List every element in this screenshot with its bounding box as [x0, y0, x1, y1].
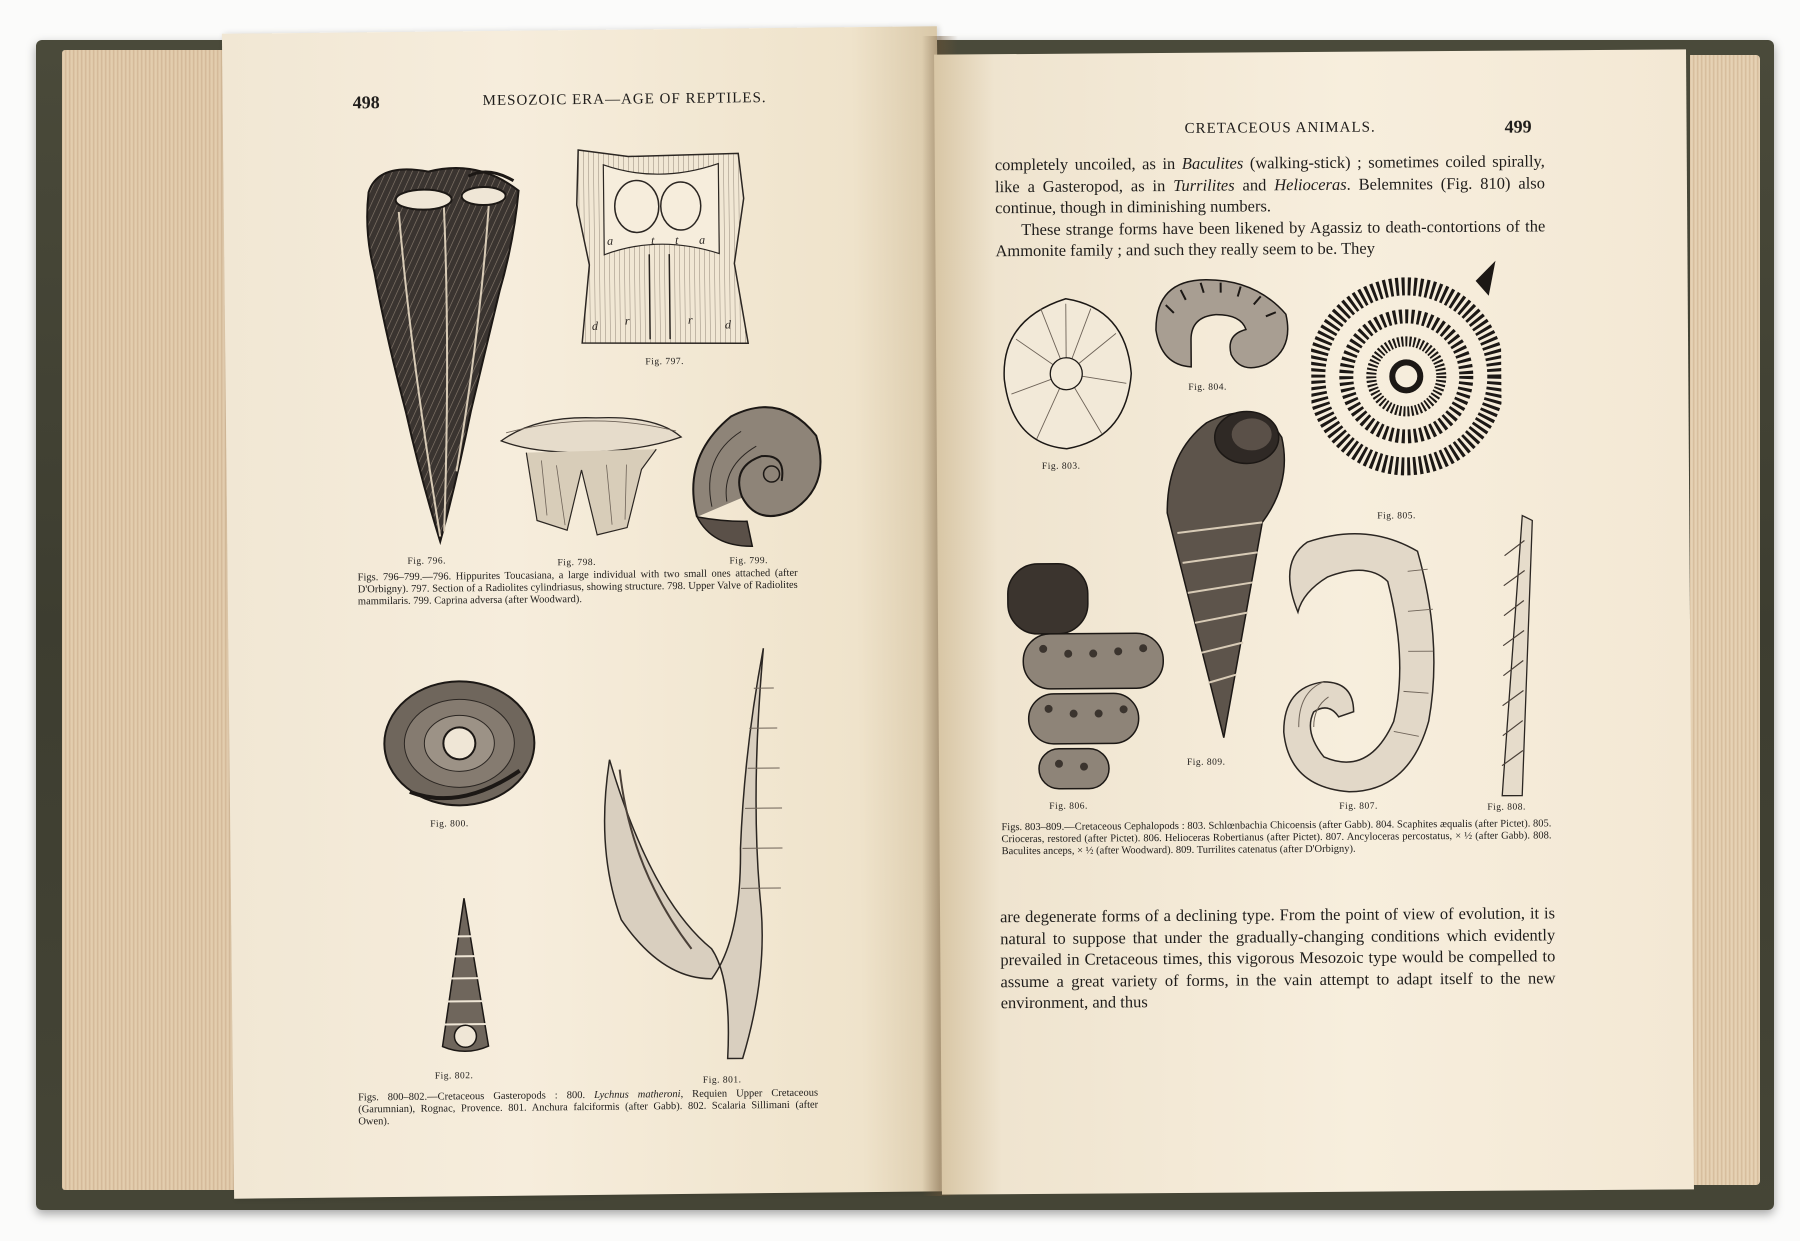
fig-799-label: Fig. 799. — [729, 556, 769, 567]
fig-801-anchura-illustration — [588, 648, 822, 1070]
running-head-right: CRETACEOUS ANIMALS. — [1184, 119, 1376, 137]
fig-797-letter-d: d — [591, 318, 599, 333]
paragraph-1-a: completely uncoiled, as in — [994, 153, 1182, 175]
paragraph-1 — [995, 150, 1545, 218]
fig-797-letter-a: a — [607, 233, 614, 248]
baculites-term: Baculites — [1181, 153, 1244, 173]
fig-805-label: Fig. 805. — [1377, 511, 1416, 522]
fig-798-radiolites-valve-illustration — [496, 409, 687, 541]
fig-800-label: Fig. 800. — [430, 819, 469, 830]
fig-797-letter-t-right: t — [675, 233, 679, 248]
figure-caption-800-802 — [358, 1088, 818, 1129]
fig-808-label: Fig. 808. — [1487, 802, 1526, 813]
fig-806-label: Fig. 806. — [1049, 801, 1088, 812]
running-head-left: MESOZOIC ERA—AGE OF REPTILES. — [482, 90, 767, 110]
fig-800-lychnus-illustration — [379, 670, 540, 812]
fig-797-letter-d-right: d — [724, 317, 732, 332]
body-paragraphs-top — [995, 150, 1546, 261]
fig-804-label: Fig. 804. — [1188, 382, 1227, 393]
fig-809-label: Fig. 809. — [1186, 757, 1226, 768]
figure-caption-803-809-text: Figs. 803–809.—Cretaceous Cephalopods : 803. Schlœnbachia Chicoensis (after Gabb). 804. Scaphites æqualis (after Pictet). 805. Crioceras, restored (after Pictet). 806. Helioceras Robertianus (after Pictet). 807. Ancyloceras percostatus, × ½ (after Gabb). 808. Baculites anceps, × ½ (after Woodward). 809. Turrilites catenatus (after D'Orbigny). — [1001, 818, 1552, 858]
fig-797-letter-a-right: a — [699, 232, 706, 247]
fig-796-label: Fig. 796. — [407, 556, 447, 567]
figure-caption-796-799-text: Figs. 796–799.—796. Hippurites Toucasiana, a large individual with two small ones attached (after D'Orbigny). 797. Section of a Radiolites cylindriasus, showing structure. 798. Upper Valve of Radiolites mammilaris. 799. Caprina adversa (after Woodward). — [357, 567, 798, 608]
fig-805-crioceras-illustration — [1310, 251, 1502, 482]
caption-800-802-italic: Lychnus matheroni — [594, 1089, 681, 1101]
left-page — [222, 26, 949, 1198]
page-block-right-edge — [1690, 55, 1760, 1185]
page-block-left-edge — [62, 50, 240, 1190]
fig-797-radiolites-section-illustration — [568, 143, 750, 355]
fig-797-letter-r-right: r — [687, 312, 693, 327]
fig-807-ancyloceras-illustration — [1267, 521, 1449, 802]
fig-804-scaphites-illustration — [1146, 274, 1297, 375]
fig-797-letter-t: t — [651, 233, 655, 248]
figure-caption-800-802-text — [358, 1088, 818, 1129]
body-paragraph-bottom — [1000, 902, 1556, 1013]
fig-799-caprina-illustration — [681, 395, 833, 557]
fig-806-helioceras-illustration — [998, 553, 1180, 794]
fig-801-label: Fig. 801. — [702, 1075, 742, 1086]
caption-800-802-rest: , Requien Upper Cretaceous (Garumnian), Rognac, Provence. 801. Anchura falciformis (after Gabb). 802. Scalaria Sillimani (after Owen). — [358, 1087, 819, 1128]
paragraph-2: These strange forms have been likened by Agassiz to death-contortions of the Ammonite family ; and such they really seem to be. They — [995, 215, 1546, 261]
helioceras-term: Helioceras — [1274, 174, 1347, 194]
figure-caption-796-799 — [358, 568, 798, 609]
fig-803-label: Fig. 803. — [1041, 461, 1081, 472]
fig-797-letter-r: r — [624, 313, 630, 328]
fig-807-label: Fig. 807. — [1339, 801, 1378, 812]
fig-797-label: Fig. 797. — [645, 356, 684, 368]
page-number-right: 499 — [1504, 116, 1532, 137]
fig-803-schloenbachia-illustration — [996, 293, 1137, 454]
right-page — [934, 49, 1694, 1194]
paragraph-1-c: and — [1234, 174, 1275, 195]
caption-800-802-lead: Figs. 800–802.—Cretaceous Gasteropods : 800. — [358, 1089, 595, 1104]
fig-808-baculites-illustration — [1482, 510, 1539, 800]
turrilites-term: Turrilites — [1173, 175, 1235, 195]
paragraph-3: are degenerate forms of a declining type. From the point of view of evolution, it is natural to suppose that under the gradually-changing conditions which evidently prevailed in Cretaceous times, this vigorous Mesozoic type would be compelled to assume a great variety of forms, in the vain attempt to adapt itself to the new environment, and thus — [999, 903, 1556, 1013]
figure-caption-803-809 — [1001, 818, 1551, 858]
paragraph-1-b: (walking-stick) ; sometimes coiled spirally, like a Gasteropod, as in — [994, 151, 1545, 196]
fig-798-label: Fig. 798. — [557, 557, 597, 569]
paragraph-1-d: . Belemnites (Fig. 810) also continue, though in diminishing numbers. — [995, 172, 1545, 218]
fig-802-scalaria-illustration — [429, 896, 501, 1057]
page-number-left: 498 — [352, 92, 380, 113]
fig-802-label: Fig. 802. — [434, 1071, 474, 1082]
